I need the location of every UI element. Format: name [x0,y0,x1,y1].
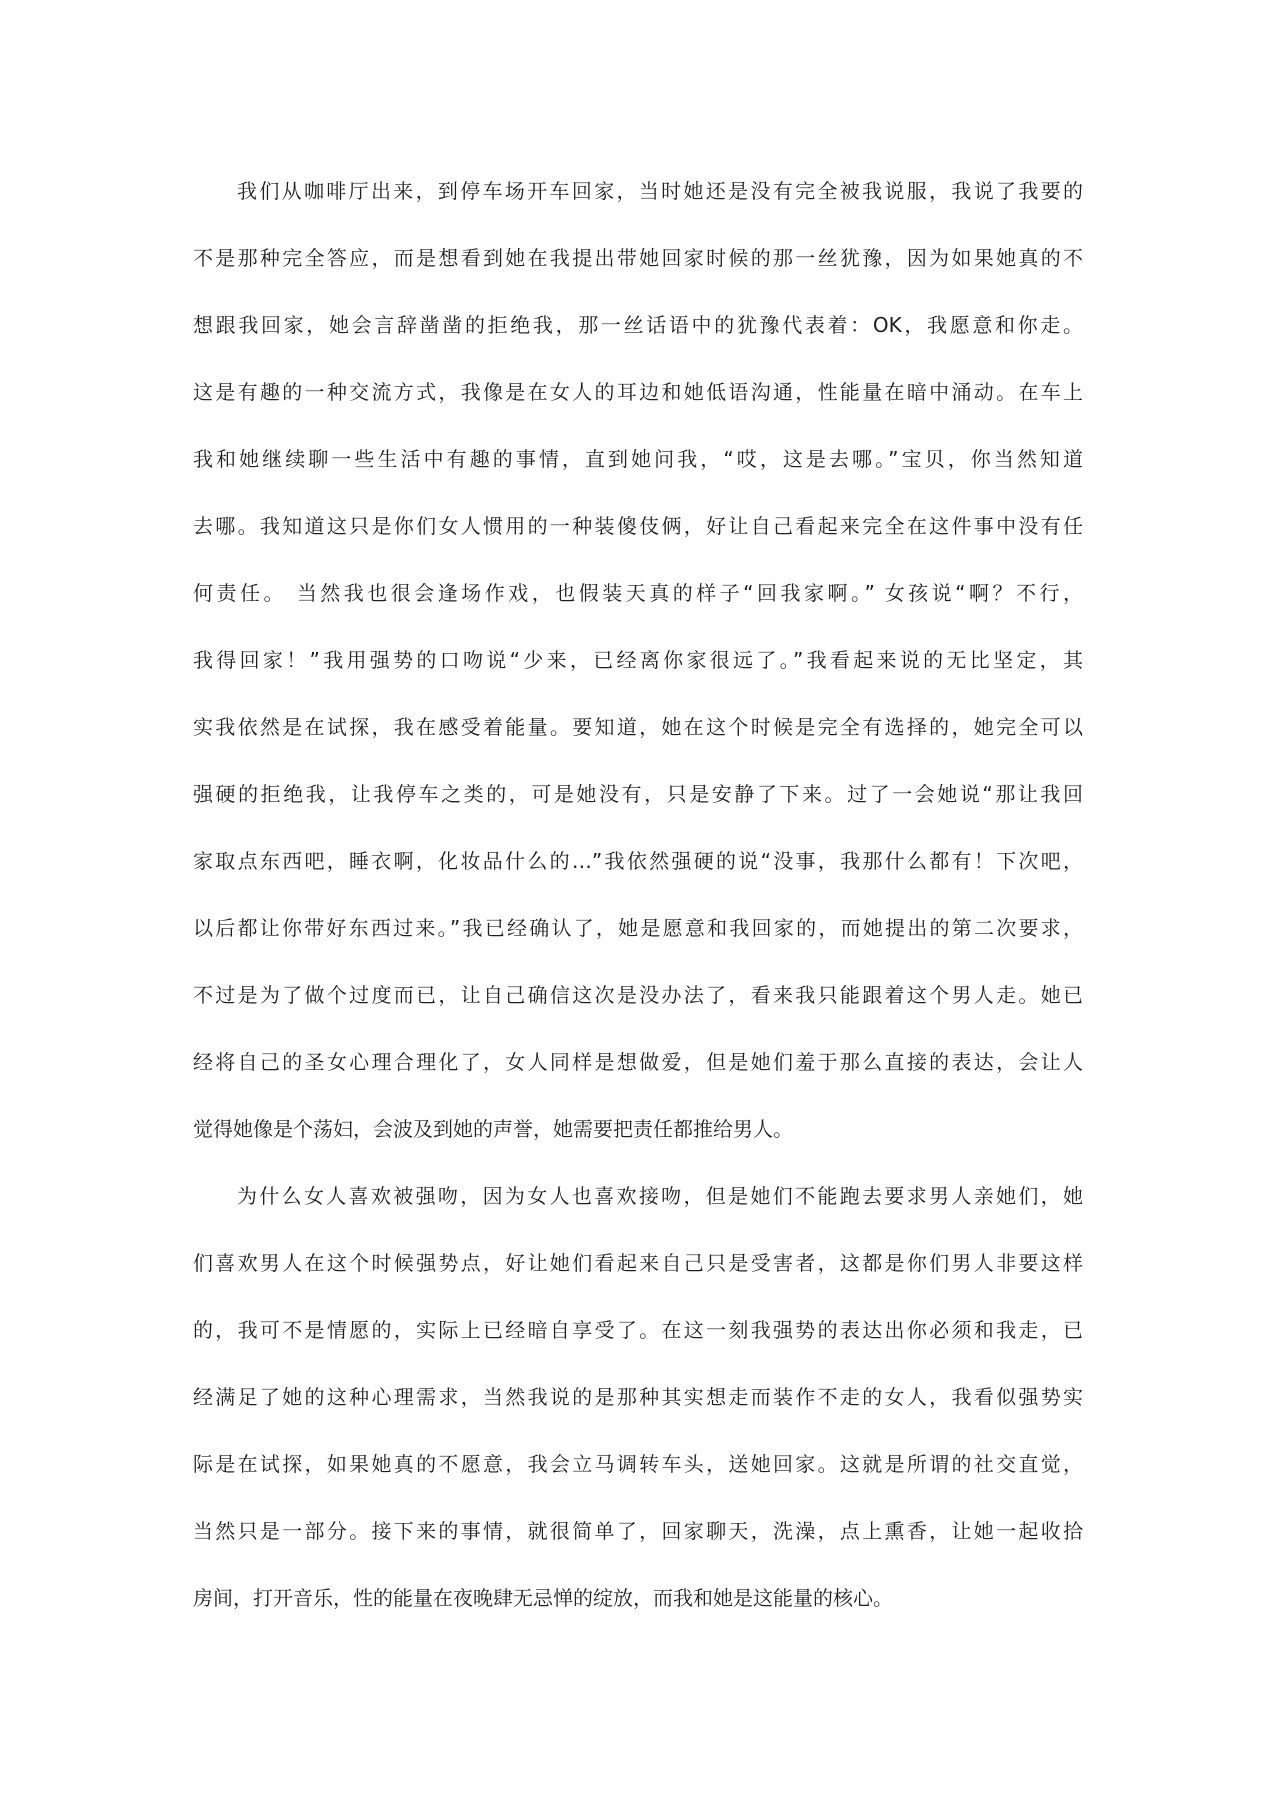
text-line: 我们从咖啡厅出来，到停车场开车回家，当时她还是没有完全被我说服，我说了我要的 [237,179,1083,203]
text-line: 当然只是一部分。接下来的事情，就很简单了，回家聊天，洗澡，点上熏香，让她一起收拾 [193,1519,1083,1543]
text-line: 们喜欢男人在这个时候强势点，好让她们看起来自己只是受害者，这都是你们男人非要这样 [193,1251,1083,1275]
text-line: 觉得她像是个荡妇，会波及到她的声誉，她需要把责任都推给男人。 [193,1117,793,1141]
text-line: 经将自己的圣女心理合理化了，女人同样是想做爱，但是她们羞于那么直接的表达，会让人 [193,1050,1083,1074]
text-line: 想跟我回家，她会言辞凿凿的拒绝我，那一丝话语中的犹豫代表着：OK，我愿意和你走。 [193,313,1083,337]
text-line: 的，我可不是情愿的，实际上已经暗自享受了。在这一刻我强势的表达出你必须和我走，已 [193,1318,1083,1342]
text-line: 以后都让你带好东西过来。”我已经确认了，她是愿意和我回家的，而她提出的第二次要求， [193,916,1083,940]
text-line: 我得回家！”我用强势的口吻说“少来，已经离你家很远了。”我看起来说的无比坚定，其 [193,648,1083,672]
paragraph-1 [193,158,1083,1163]
text-line: 实我依然是在试探，我在感受着能量。要知道，她在这个时候是完全有选择的，她完全可以 [193,715,1083,739]
text-line: 何责任。 当然我也很会逢场作戏，也假装天真的样子“回我家啊。” 女孩说“啊？不行， [193,581,1083,605]
text-line: 经满足了她的这种心理需求，当然我说的是那种其实想走而装作不走的女人，我看似强势实 [193,1385,1083,1409]
text-line: 房间，打开音乐，性的能量在夜晚肆无忌惮的绽放，而我和她是这能量的核心。 [193,1586,893,1610]
text-line: 我和她继续聊一些生活中有趣的事情，直到她问我，“哎，这是去哪。”宝贝，你当然知道 [193,447,1083,471]
text-line: 强硬的拒绝我，让我停车之类的，可是她没有，只是安静了下来。过了一会她说“那让我回 [193,782,1083,806]
text-line: 不过是为了做个过度而已，让自己确信这次是没办法了，看来我只能跟着这个男人走。她已 [193,983,1083,1007]
text-line: 为什么女人喜欢被强吻，因为女人也喜欢接吻，但是她们不能跑去要求男人亲她们，她 [237,1184,1083,1208]
text-line: 际是在试探，如果她真的不愿意，我会立马调转车头，送她回家。这就是所谓的社交直觉， [193,1452,1083,1476]
text-line: 家取点东西吧，睡衣啊，化妆品什么的…”我依然强硬的说“没事，我那什么都有！下次吧， [193,849,1083,873]
text-line: 去哪。我知道这只是你们女人惯用的一种装傻伎俩，好让自己看起来完全在这件事中没有任 [193,514,1083,538]
text-line: 不是那种完全答应，而是想看到她在我提出带她回家时候的那一丝犹豫，因为如果她真的不 [193,246,1083,270]
body-text [193,158,1083,1632]
paragraph-2 [193,1163,1083,1632]
text-line: 这是有趣的一种交流方式，我像是在女人的耳边和她低语沟通，性能量在暗中涌动。在车上 [193,380,1083,404]
